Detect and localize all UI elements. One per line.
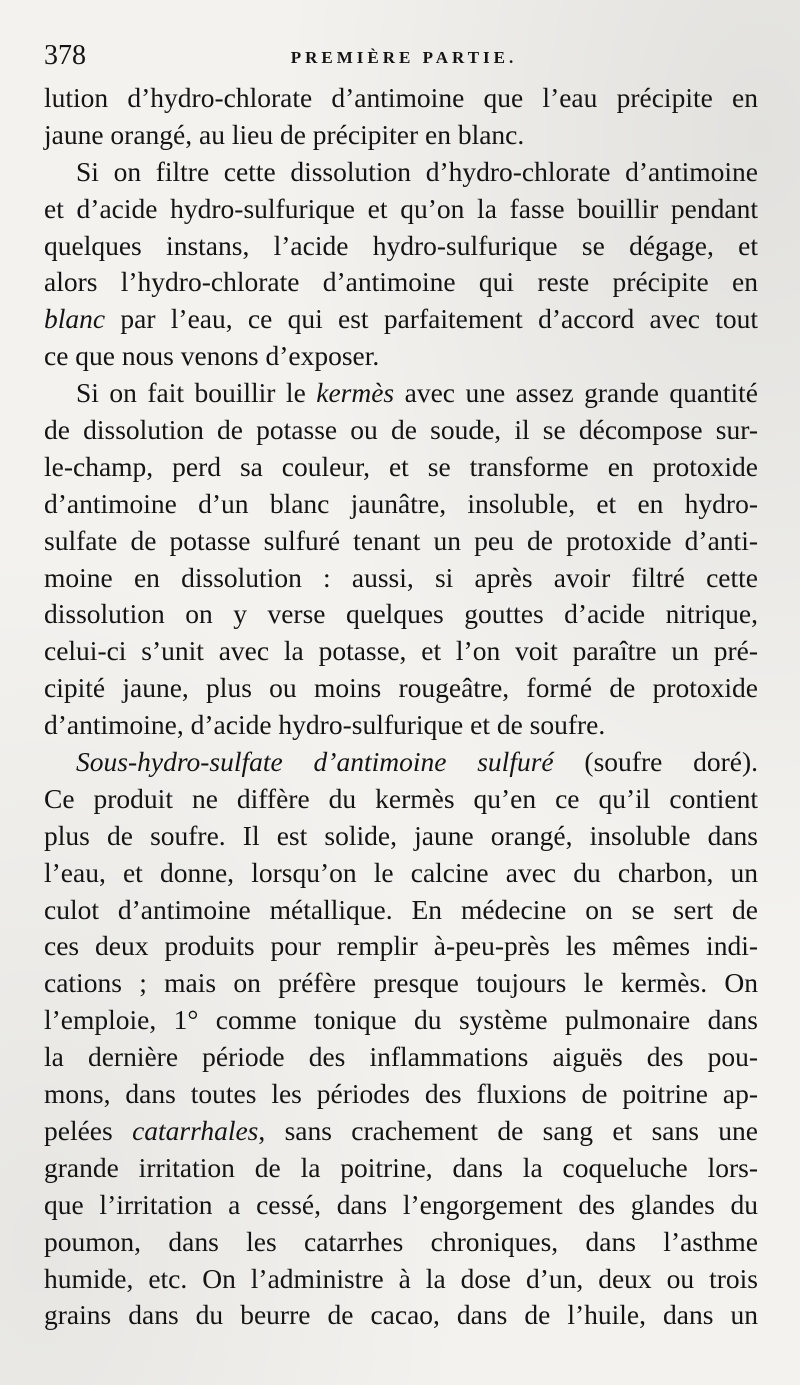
text-segment: l’emploie, 1° comme tonique du système pulmonaire dans [44, 1004, 758, 1036]
text-line [44, 523, 758, 560]
text-segment: poumon, dans les catarrhes chroniques, dans l’asthme [44, 1225, 758, 1257]
text-segment: pelées [44, 1114, 133, 1146]
text-line [44, 744, 758, 781]
text-segment: lution d’hydro-chlorate d’antimoine que l’eau précipite en [44, 82, 758, 113]
text-segment: et d’acide hydro-sulfurique et qu’on la fasse bouillir pendant [44, 192, 758, 224]
text-segment: jaune orangé, au lieu de précipiter en blanc. [44, 118, 525, 150]
text-segment: moine en dissolution : aussi, si après avoir filtré cette [44, 561, 758, 593]
text-line [44, 1224, 758, 1261]
text-line [44, 1002, 758, 1039]
text-segment: grains dans du beurre de cacao, dans de l’huile, dans un [44, 1299, 758, 1331]
text-segment: dissolution on y verse quelques gouttes d’acide nitrique, [44, 598, 758, 630]
text-segment: que l’irritation a cessé, dans l’engorgement des glandes du [44, 1188, 758, 1220]
text-segment: celui-ci s’unit avec la potasse, et l’on voit paraître un pré- [44, 635, 758, 667]
text-line [44, 1261, 758, 1298]
text-segment: de dissolution de potasse ou de soude, il se décompose sur- [44, 414, 758, 446]
text-line [44, 228, 758, 265]
text-segment: ce que nous venons d’exposer. [44, 340, 380, 372]
text-line [44, 781, 758, 818]
text-line [44, 412, 758, 449]
text-segment: avec une assez grande quantité [394, 377, 758, 409]
text-line [44, 154, 758, 191]
text-line [44, 191, 758, 228]
text-line [44, 892, 758, 929]
text-segment: humide, etc. On l’administre à la dose d’un, deux ou trois [44, 1262, 758, 1294]
text-line [44, 928, 758, 965]
text-segment: Si on filtre cette dissolution d’hydro-chlorate d’antimoine [76, 155, 758, 187]
italic-text: catarrhales [132, 1114, 259, 1146]
text-segment: (soufre doré). [553, 746, 758, 778]
text-segment: , sans crachement de sang et sans une [258, 1114, 758, 1146]
text-line [44, 1297, 758, 1334]
body-text [44, 80, 758, 1334]
text-segment: Ce produit ne diffère du kermès qu’en ce qu’il contient [44, 782, 758, 814]
text-segment: culot d’antimoine métallique. En médecine on se sert de [44, 893, 758, 925]
text-segment: mons, dans toutes les périodes des fluxions de poitrine ap- [44, 1078, 758, 1110]
text-segment: grande irritation de la poitrine, dans la coqueluche lors- [44, 1151, 758, 1183]
text-segment: plus de soufre. Il est solide, jaune orangé, insoluble dans [44, 819, 758, 851]
italic-text: Sous-hydro-sulfate d’antimoine sulfuré [76, 746, 554, 778]
text-line [44, 1150, 758, 1187]
text-line [44, 633, 758, 670]
text-segment: alors l’hydro-chlorate d’antimoine qui reste précipite en [44, 266, 758, 298]
text-line [44, 301, 758, 338]
text-line [44, 707, 758, 744]
text-segment: le-champ, perd sa couleur, et se transforme en protoxide [44, 450, 758, 482]
italic-text: kermès [316, 377, 395, 409]
text-line [44, 264, 758, 301]
text-line [44, 855, 758, 892]
text-line [44, 1039, 758, 1076]
text-segment: l’eau, et donne, lorsqu’on le calcine avec du charbon, un [44, 856, 758, 888]
text-line [44, 1187, 758, 1224]
text-segment: ces deux produits pour remplir à-peu-près les mêmes indi- [44, 930, 758, 962]
text-line [44, 338, 758, 375]
text-line [44, 818, 758, 855]
text-line [44, 596, 758, 633]
text-line [44, 1076, 758, 1113]
page-header [44, 40, 764, 80]
text-line [44, 80, 758, 117]
text-line [44, 449, 758, 486]
page-number: 378 [44, 40, 86, 71]
text-segment: par l’eau, ce qui est parfaitement d’accord avec tout [105, 303, 758, 335]
text-segment: cipité jaune, plus ou moins rougeâtre, formé de protoxide [44, 672, 758, 704]
running-head: PREMIÈRE PARTIE. [290, 48, 518, 67]
text-line [44, 560, 758, 597]
text-line [44, 1113, 758, 1150]
text-segment: d’antimoine, d’acide hydro-sulfurique et de soufre. [44, 709, 606, 741]
text-line [44, 486, 758, 523]
text-segment: sulfate de potasse sulfuré tenant un peu de protoxide d’anti- [44, 524, 758, 556]
text-line [44, 375, 758, 412]
text-segment: la dernière période des inflammations aiguës des pou- [44, 1041, 758, 1073]
text-segment: d’antimoine d’un blanc jaunâtre, insoluble, et en hydro- [44, 487, 758, 519]
text-segment: quelques instans, l’acide hydro-sulfurique se dégage, et [44, 229, 758, 261]
text-segment: cations ; mais on préfère presque toujours le kermès. On [44, 967, 758, 999]
text-line [44, 965, 758, 1002]
text-line [44, 670, 758, 707]
italic-text: blanc [44, 303, 106, 335]
text-segment: Si on fait bouillir le [76, 377, 317, 409]
text-line [44, 117, 758, 154]
